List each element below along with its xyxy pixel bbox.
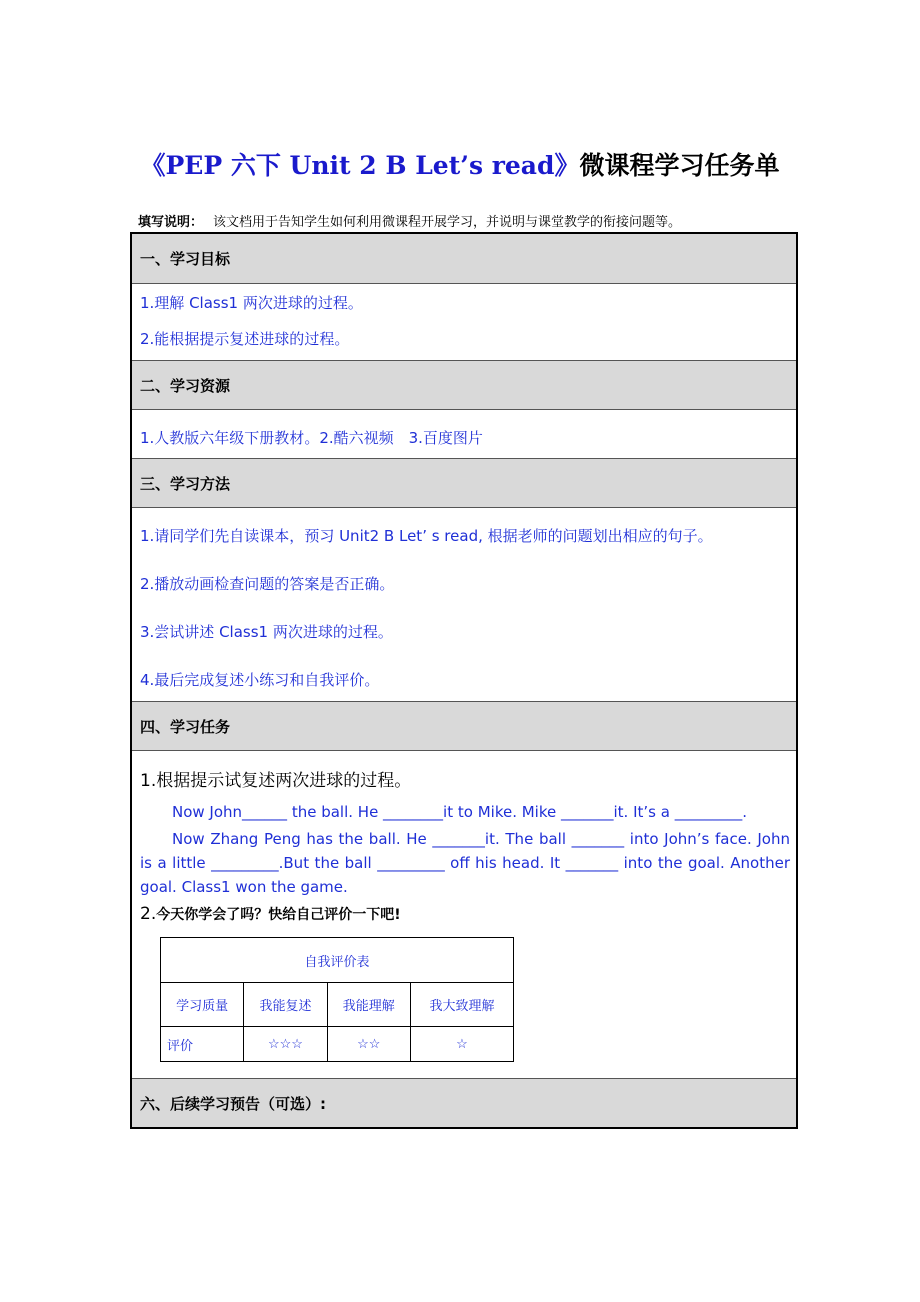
eval-header-quality: 学习质量	[161, 983, 244, 1027]
task-2-prompt	[140, 904, 401, 924]
method-item-1: 1.请同学们先自读课本，预习 Unit2 B Let’ s read, 根据老师的问题划出相应的句子。	[140, 527, 713, 545]
task-2-text: 今天你学会了吗？快给自己评价一下吧!	[156, 907, 401, 923]
section-methods-heading: 三、学习方法	[132, 458, 796, 508]
eval-header-mostly-understand: 我大致理解	[410, 983, 513, 1027]
fill-instructions-label: 填写说明：	[138, 215, 204, 230]
section-tasks-heading: 四、学习任务	[132, 701, 796, 751]
task-sheet-table	[130, 232, 798, 1129]
title-suffix: 微课程学习任务单	[579, 151, 780, 180]
method-item-4: 4.最后完成复述小练习和自我评价。	[140, 671, 380, 689]
task-1-prompt: 1.根据提示试复述两次进球的过程。	[140, 771, 412, 791]
section-goals-heading: 一、学习目标	[132, 234, 796, 284]
fill-instructions	[138, 211, 681, 230]
title-course-name: 《PEP 六下 Unit 2 B Let’s read》	[140, 151, 580, 180]
eval-header-can-understand: 我能理解	[327, 983, 410, 1027]
method-item-3: 3.尝试讲述 Class1 两次进球的过程。	[140, 623, 393, 641]
task-2-number: 2.	[140, 904, 157, 924]
method-item-2: 2.播放动画检查问题的答案是否正确。	[140, 575, 395, 593]
self-evaluation-table	[160, 937, 514, 1062]
eval-rating-three-stars: ☆☆☆	[244, 1027, 327, 1062]
retell-paragraph-2: Now Zhang Peng has the ball. He _______it. The ball _______ into John’s face. John is a little _________.But the ball _________ off his head. It _______ into the goal. Another goal. Class1 won the game.	[140, 830, 790, 896]
section-resources-heading: 二、学习资源	[132, 360, 796, 410]
goal-item-2: 2.能根据提示复述进球的过程。	[140, 330, 350, 348]
eval-table-title: 自我评价表	[161, 938, 514, 983]
fill-instructions-text: 该文档用于告知学生如何利用微课程开展学习，并说明与课堂教学的衔接问题等。	[213, 215, 682, 230]
eval-rating-two-stars: ☆☆	[327, 1027, 410, 1062]
eval-header-can-retell: 我能复述	[244, 983, 327, 1027]
retell-paragraph-1: Now John______ the ball. He ________it to Mike. Mike _______it. It’s a _________.	[172, 803, 747, 821]
eval-row-label: 评价	[161, 1027, 244, 1062]
eval-rating-one-star: ☆	[410, 1027, 513, 1062]
section-followup-heading: 六、后续学习预告（可选）:	[132, 1078, 796, 1127]
goal-item-1: 1.理解 Class1 两次进球的过程。	[140, 294, 363, 312]
page-title	[0, 146, 920, 182]
resource-item-1: 1.人教版六年级下册教材。2.酷六视频 3.百度图片	[140, 429, 483, 447]
